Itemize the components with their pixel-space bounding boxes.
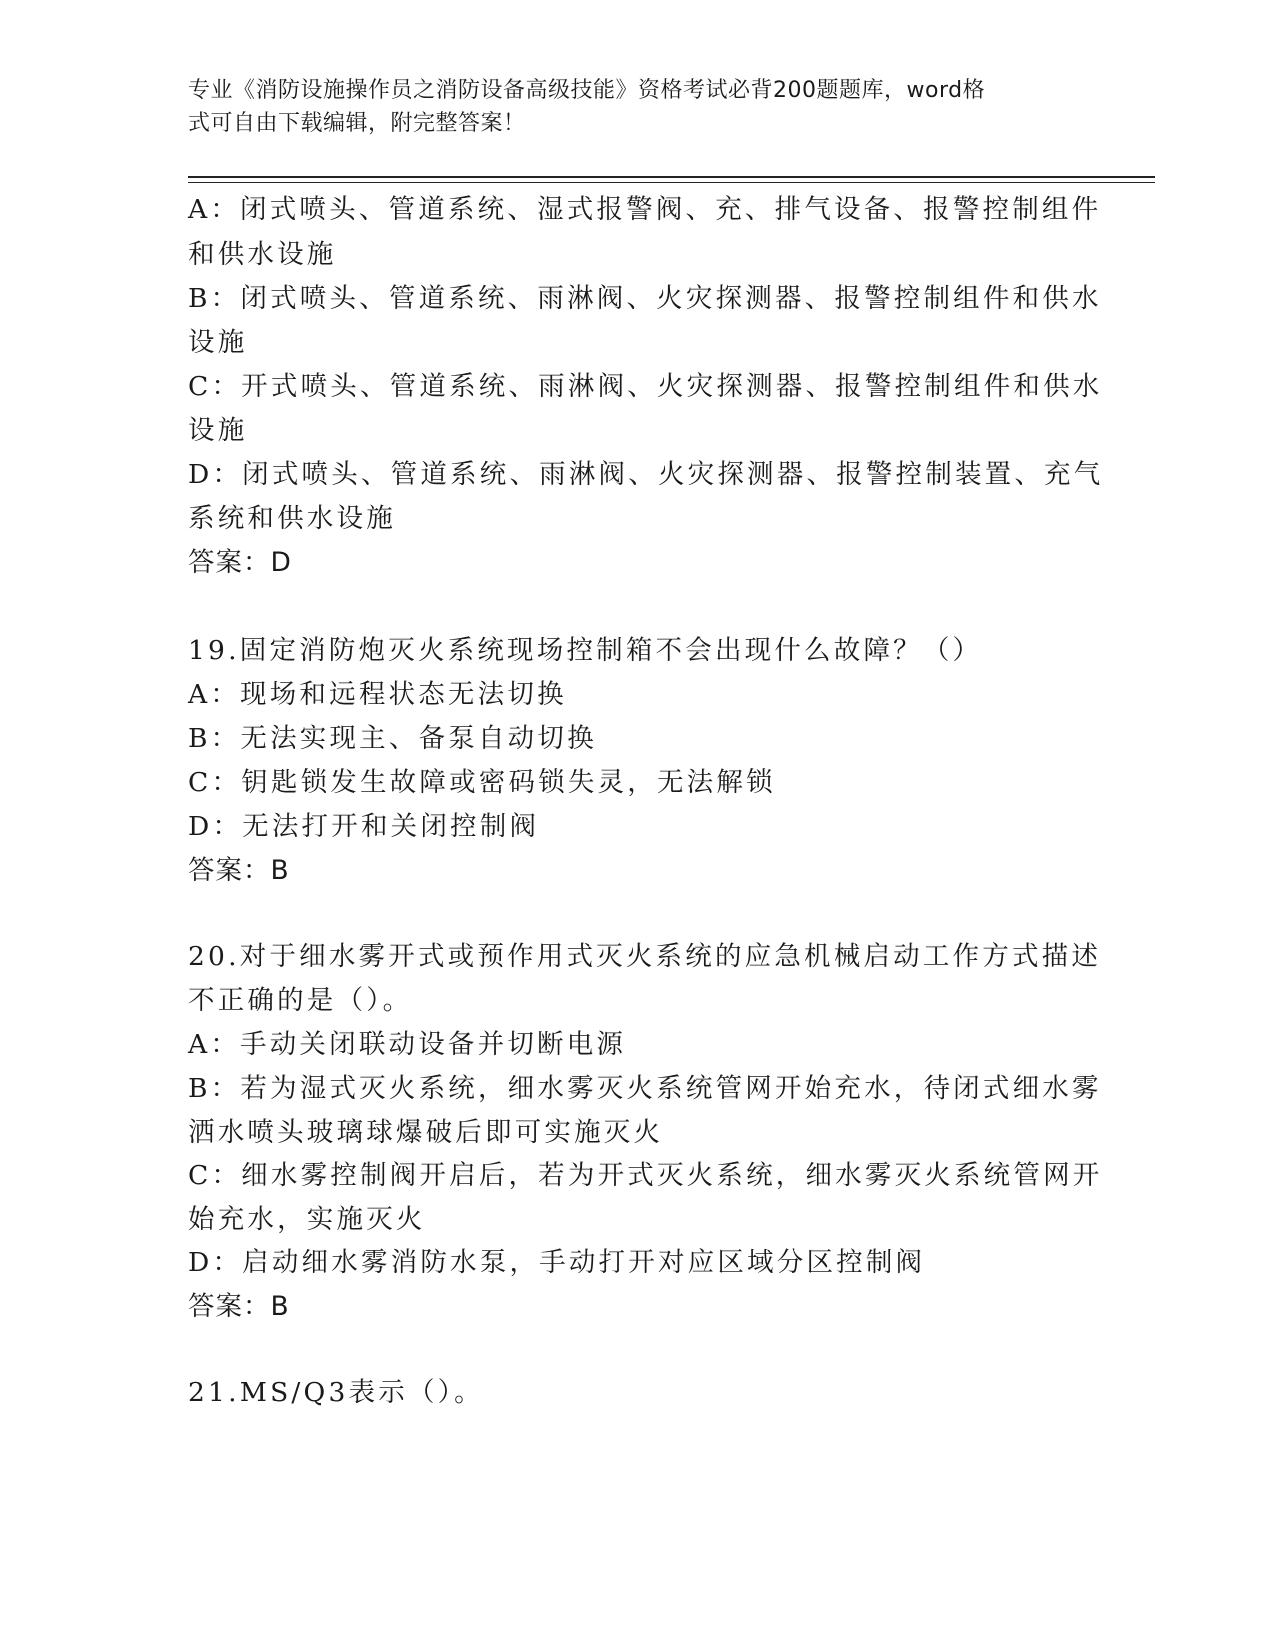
q20-option-b-line-1: B：若为湿式灭火系统，细水雾灭火系统管网开始充水，待闭式细水雾 — [188, 1073, 1102, 1104]
q20-option-c-line-2: 始充水，实施灭火 — [188, 1204, 426, 1235]
q19-option-c: C：钥匙锁发生故障或密码锁失灵，无法解锁 — [188, 767, 776, 798]
q20-question-line-2: 不正确的是（）。 — [188, 985, 413, 1016]
q20-answer: 答案：B — [188, 1291, 290, 1322]
q18-option-c-line-1: C：开式喷头、管道系统、雨淋阀、火灾探测器、报警控制组件和供水 — [188, 371, 1103, 402]
q18-option-b-line-1: B：闭式喷头、管道系统、雨淋阀、火灾探测器、报警控制组件和供水 — [188, 283, 1102, 314]
header-rule-thin — [188, 182, 1155, 183]
q18-answer: 答案：D — [188, 547, 292, 578]
document-header — [188, 74, 1068, 140]
q18-option-b-line-2: 设施 — [188, 327, 248, 358]
q18-option-d-line-1: D：闭式喷头、管道系统、雨淋阀、火灾探测器、报警控制装置、充气 — [188, 459, 1104, 490]
q21-question: 21.MS/Q3表示（）。 — [188, 1377, 484, 1408]
q20-question-line-1: 20.对于细水雾开式或预作用式灭火系统的应急机械启动工作方式描述 — [188, 941, 1102, 972]
q18-option-a-line-2: 和供水设施 — [188, 239, 337, 270]
q18-option-d-line-2: 系统和供水设施 — [188, 503, 396, 534]
q19-option-b: B：无法实现主、备泵自动切换 — [188, 723, 597, 754]
q19-option-d: D：无法打开和关闭控制阀 — [188, 811, 540, 842]
header-line-1: 专业《消防设施操作员之消防设备高级技能》资格考试必背200题题库，word格 — [188, 78, 986, 103]
q19-option-a: A：现场和远程状态无法切换 — [188, 679, 567, 710]
q20-option-d: D：启动细水雾消防水泵，手动打开对应区域分区控制阀 — [188, 1247, 926, 1278]
q18-option-c-line-2: 设施 — [188, 415, 248, 446]
header-rule-thick — [188, 176, 1155, 178]
q18-option-a-line-1: A：闭式喷头、管道系统、湿式报警阀、充、排气设备、报警控制组件 — [188, 194, 1102, 225]
q20-option-a: A：手动关闭联动设备并切断电源 — [188, 1029, 627, 1060]
q19-answer: 答案：B — [188, 855, 290, 886]
header-line-2: 式可自由下载编辑，附完整答案！ — [188, 111, 526, 136]
q20-option-b-line-2: 洒水喷头玻璃球爆破后即可实施灭火 — [188, 1117, 664, 1148]
q19-question: 19.固定消防炮灭火系统现场控制箱不会出现什么故障？（） — [188, 635, 983, 666]
q20-option-c-line-1: C：细水雾控制阀开启后，若为开式灭火系统，细水雾灭火系统管网开 — [188, 1160, 1103, 1191]
